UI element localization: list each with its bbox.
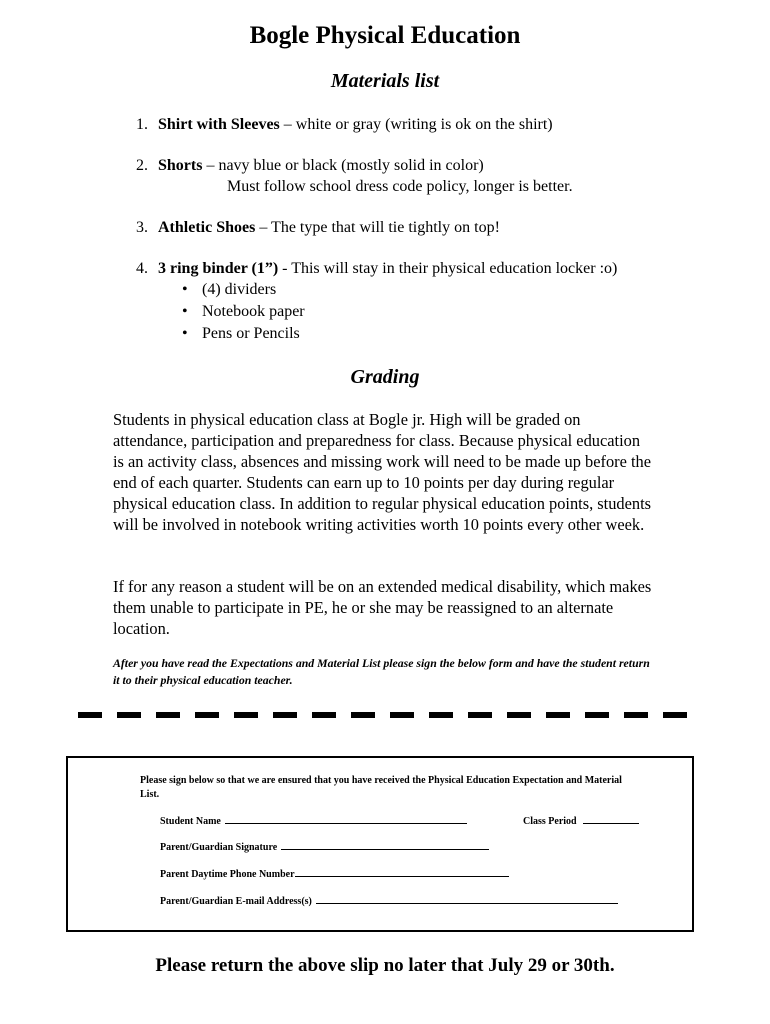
- list-item: 1. Shirt with Sleeves – white or gray (writing is ok on the shirt): [136, 116, 553, 133]
- student-name-line[interactable]: [225, 814, 467, 824]
- phone-label: Parent Daytime Phone Number: [160, 869, 295, 880]
- list-item: 3. Athletic Shoes – The type that will tie tightly on top!: [136, 219, 500, 236]
- cut-line: [78, 710, 698, 720]
- phone-line[interactable]: [295, 867, 509, 877]
- parent-signature-line[interactable]: [281, 840, 489, 850]
- binder-bullets: [136, 279, 617, 345]
- email-line[interactable]: [316, 894, 618, 904]
- item-term: Shorts: [158, 157, 203, 174]
- student-name-label: Student Name: [160, 816, 221, 827]
- student-name-field[interactable]: [160, 814, 467, 827]
- bullet-item: • Pens or Pencils: [182, 323, 617, 345]
- item-desc: - This will stay in their physical education locker :o): [278, 260, 618, 277]
- item-term: 3 ring binder (1”): [158, 260, 279, 277]
- email-label: Parent/Guardian E-mail Address(s): [160, 896, 312, 907]
- grading-heading: Grading: [350, 366, 420, 388]
- item-desc: – The type that will tie tightly on top!: [255, 219, 500, 236]
- parent-signature-label: Parent/Guardian Signature: [160, 842, 278, 853]
- medical-paragraph: If for any reason a student will be on an extended medical disability, which makes them unable to participate in PE, he or she may be reassigned to an alternate location.: [113, 577, 652, 638]
- class-period-field[interactable]: [523, 814, 639, 827]
- item-continuation: Must follow school dress code policy, longer is better.: [227, 178, 573, 195]
- parent-signature-field[interactable]: [160, 840, 489, 853]
- item-desc: – white or gray (writing is ok on the shirt): [279, 116, 553, 133]
- return-notice: Please return the above slip no later that July 29 or 30th.: [155, 955, 615, 976]
- phone-field[interactable]: [160, 867, 509, 880]
- bullet-item: • (4) dividers: [182, 279, 617, 301]
- item-term: Athletic Shoes: [158, 219, 256, 236]
- item-desc: – navy blue or black (mostly solid in color): [202, 157, 484, 174]
- materials-heading: Materials list: [330, 70, 440, 92]
- signature-slip: [66, 756, 694, 932]
- slip-intro: Please sign below so that we are ensured that you have received the Physical Education Expectation and Material List.: [140, 775, 622, 800]
- bullet-item: • Notebook paper: [182, 301, 617, 323]
- list-item: 2. Shorts – navy blue or black (mostly solid in color) Must follow school dress code policy, longer is better.: [136, 155, 617, 197]
- grading-paragraph: Students in physical education class at Bogle jr. High will be graded on attendance, participation and preparedness for class. Because physical education is an activity class, absences and missing work will need to be made up before the end of each quarter. Students can earn up to 10 points per day during regular physical education class. In addition to regular physical education points, students will be involved in notebook writing activities worth 10 points every other week.: [113, 410, 652, 534]
- item-term: Shirt with Sleeves: [158, 116, 280, 133]
- email-field[interactable]: [160, 894, 618, 907]
- instruction-note: After you have read the Expectations and Material List please sign the below form and have the student return it to their physical education teacher.: [113, 656, 650, 687]
- page-title: Bogle Physical Education: [249, 22, 521, 49]
- materials-list: [136, 114, 617, 345]
- class-period-line[interactable]: [583, 814, 639, 824]
- list-item: 4. 3 ring binder (1”) - This will stay in their physical education locker :o) • (4) dividers • Notebook paper • Pens or Pencils: [136, 258, 617, 345]
- class-period-label: Class Period: [523, 816, 577, 827]
